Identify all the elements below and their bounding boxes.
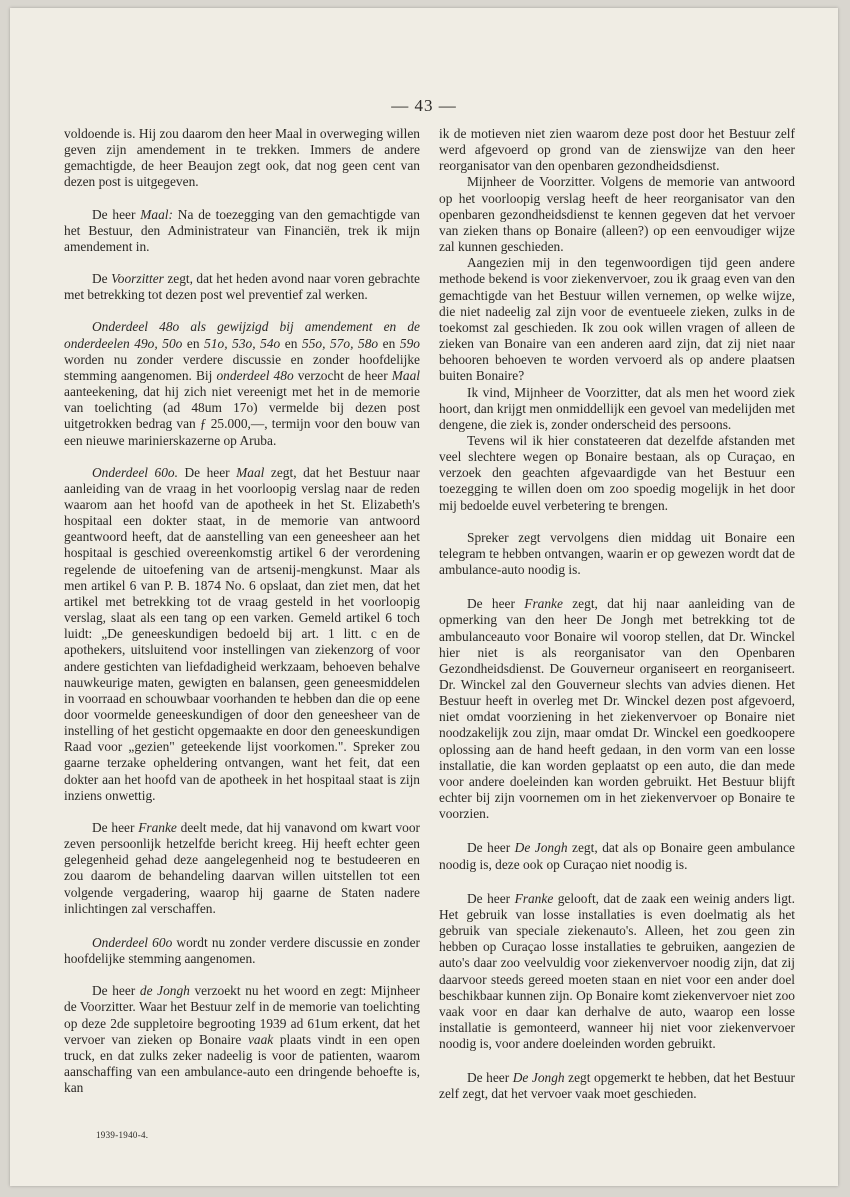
page-number: — 43 — [391,96,457,115]
paragraph: Tevens wil ik hier constateeren dat dezelfde afstanden met veel slechtere wegen op Bonaire bestaan, als op Curaçao, en verzoek den geachten afgevaardigde van het Bestuur een toezegging te willen doen om zoo spoedig mogelijk in het door mij bedoelde euvel verbetering te brengen. [439,432,795,513]
paragraph: Onderdeel 48o als gewijzigd bij amendement en de onderdeelen 49o, 50o en 51o, 53o, 54o en 55o, 57o, 58o en 59o worden nu zonder verdere discussie en zonder hoofdelijke stemming aangenomen. Bij onderdeel 48o verzocht de heer Maal aanteekening, dat hij zich niet vereenigt met het in de memorie van toelichting (ad 48um 17o) vermelde bij dezen post uitgetrokken bedrag van ƒ 25.000,—, termijn voor den bouw van een nieuwe marinierskazerne op Aruba. [64,319,421,448]
paragraph: ik de motieven niet zien waarom deze post door het Bestuur zelf werd afgevoerd op grond van de zienswijze van den heer reorganisator van den openbaren gezondheidsdienst. [439,126,795,174]
speaker-name: Maal [391,367,421,383]
speaker-name: de Jongh [139,983,190,999]
speaker-name: Franke [138,819,177,835]
speaker-name: De Jongh [514,840,568,856]
speaker-name: Franke [514,890,554,906]
speaker-name: Maal: [140,206,173,222]
paragraph: De heer Franke deelt mede, dat hij vanavond om kwart voor zeven persoonlijk hetzelfde bericht kreeg. Hij heeft echter geen gelegenheid gehad deze aangelegenheid nog te bestudeeren en zou daarom de behandeling daarvan willen uitstellen tot een volgende vergadering, waarop hij gaarne de Staten nadere inlichtingen zal verschaffen. [64,819,420,916]
paragraph: De heer De Jongh zegt, dat als op Bonaire geen ambulance noodig is, deze ook op Curaçao niet noodig is. [439,840,796,872]
paragraph: Ik vind, Mijnheer de Voorzitter, dat als men het woord ziek hoort, dan krijgt men onmiddellijk een gevoel van medelijden met dengene, die ziek is, zonder onderscheid des persoons. [439,384,795,432]
paragraph: De heer Franke gelooft, dat de zaak een weinig anders ligt. Het gebruik van losse installaties is even doelmatig als het gebruik van speciale ziekenauto's. Alleen, het zou geen zin hebben op Curaçao losse installaties te gebruiken, aangezien de auto's daar zoo veelvuldig voor ziekenvervoer noodig zijn, dat zij daarvoor steeds gereed moeten staan en niet voor een ander doel beschikbaar kunnen zijn. Op Bonaire komt ziekenvervoer niet zoo vaak voor en daar kan derhalve de auto, waarop een losse installatie is gemonteerd, wanneer hij niet voor ziekenvervoer noodig is, voor andere doeleinden worden gebruikt. [439,890,795,1052]
speaker-name: Franke [524,596,563,612]
paragraph: voldoende is. Hij zou daarom den heer Maal in overweging willen geven zijn amendement in te trekken. Immers de andere gemachtigde, de heer Beaujon zegt ook, dat nog geen cent van dezen post is uitgegeven. [64,126,420,190]
document-page [10,8,838,1186]
paragraph: De heer de Jongh verzoekt nu het woord en zegt: Mijnheer de Voorzitter. Waar het Bestuur zelf in de memorie van toelichting op deze 2de suppletoire begrooting 1939 ad 61um erkent, dat het vervoer van zieken op Bonaire vaak plaats vindt in een open truck, en dat zulks zeker nadeelig is voor de patienten, waarom aanschaffing van een ambulance-auto een dringende behoefte is, kan [64,983,420,1096]
paragraph: Onderdeel 60o. De heer Maal zegt, dat het Bestuur naar aanleiding van de vraag in het voorloopig verslag naar de reden waarom aan het hoofd van de apotheek in het St. Elizabeth's hospitaal een dokter staat, in de memorie van antwoord geantwoord heeft, dat de aanstelling van een geneesheer aan het hospitaal is geschied overeenkomstig artikel 6 der verordening regelende de uitoefening van de artsenij-mengkunst. Maar als men artikel 6 van P. B. 1874 No. 6 opslaat, dan ziet men, dat het artikel met betrekking tot de vraag gesteld in het voorloopig verslag, slaat als een tang op een varken. Gemeld artikel 6 toch luidt: „De geneeskundigen bedoeld bij art. 1 litt. c en de apothekers, uitsluitend voor instellingen van ziekenzorg of voor andere gestichten van liefdadigheid werkzaam, behoeven behalve nauwkeurige maten, gewigten en balansen, geen geneesmiddelen in voorraad en schouwbaar voorhanden te hebben dan die op eene door voormelde geneeskundigen of door den geneesheer van de instelling of het gesticht opgemaakte en door den geneeskundigen Raad voor „gezien" geteekende lijst voorkomen.". Spreker zou gaarne terzake opheldering ontvangen, want het feit, dat een dokter aan het hoofd van de apotheek in het hospitaal staat is zijn inziens onwettig. [64,464,420,803]
paragraph: Spreker zegt vervolgens dien middag uit Bonaire een telegram te hebben ontvangen, waarin er op gewezen wordt dat de ambulance-auto noodig is. [439,529,795,578]
paragraph: De Voorzitter zegt, dat het heden avond naar voren gebrachte met betrekking tot dezen post wel preventief zal werken. [64,271,421,303]
paragraph: Aangezien mij in den tegenwoordigen tijd geen andere methode bekend is voor ziekenvervoer, zou ik graag even van den gemachtigde van het Bestuur willen vernemen, op welke wijze, die niet nadeelig zal zijn voor de eventueele zieken, zulks in de toekomst zal geschieden. Ik zou ook willen vragen of alleen de zieken van Bonaire van een anderen aard zijn, dat zij niet naar behooren behoeven te worden vervoerd als op andere plaatsen buiten Bonaire? [439,255,795,384]
speaker-name: Maal [236,464,265,480]
paragraph: De heer De Jongh zegt opgemerkt te hebben, dat het Bestuur zelf zegt, dat het vervoer vaak moet geschieden. [439,1070,796,1102]
speaker-name: Voorzitter [111,271,164,287]
left-column [64,126,420,1096]
paragraph: Onderdeel 60o wordt nu zonder verdere discussie en zonder hoofdelijke stemming aangenomen. [64,934,420,967]
paragraph: Mijnheer de Voorzitter. Volgens de memorie van antwoord op het voorloopig verslag heeft de heer reorganisator van den openbaren gezondheidsdienst te kennen gegeven dat het vervoer van zieken thans op Bonaire (alleen?) op een eenvoudiger wijze zal kunnen geschieden. [439,174,795,255]
paragraph: De heer Franke zegt, dat hij naar aanleiding van de opmerking van den heer De Jongh met betrekking tot de ambulanceauto voor Bonaire wil voorop stellen, dat Dr. Winckel hier niet is als reorganisator van den Openbaren Gezondheidsdienst. De Gouverneur organiseert en reorganiseert. Dr. Winckel zal den Gouverneur slechts van advies dienen. Het Bestuur heeft in overleg met Dr. Winckel dezen post afgevoerd, niet omdat voorziening in het ziekenvervoer op Bonaire niet noodzakelijk zou zijn, maar omdat Dr. Winckel een goedkoopere oplossing aan de hand heeft gedaan, in den vorm van een losse installatie, die kan worden geplaatst op een auto, die dan mede voor andere doeleinden kan worden gebruikt. Het Bestuur blijft echter bij zijn voornemen om in het ziekenvervoer op Bonaire te voorzien. [439,596,795,822]
paragraph: De heer Maal: Na de toezegging van den gemachtigde van het Bestuur, den Administrateur van Financiën, trek ik mijn amendement in. [64,206,420,254]
speaker-name: De Jongh [512,1070,565,1086]
right-column [439,126,795,1103]
footer-code: 1939-1940-4. [96,1130,149,1140]
